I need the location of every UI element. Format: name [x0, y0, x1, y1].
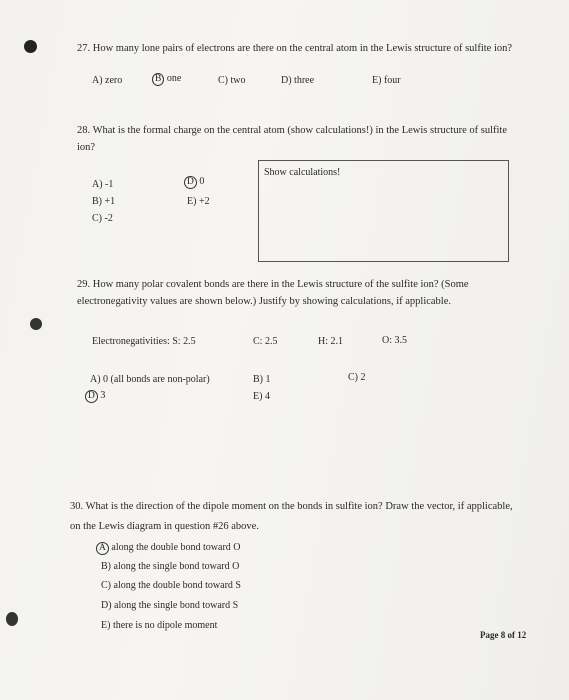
q28-choice-c[interactable]: C) -2 — [92, 213, 113, 224]
q30-choice-c[interactable]: C) along the double bond toward S — [101, 580, 241, 591]
q30-choice-a[interactable]: A along the double bond toward O — [96, 542, 241, 555]
question-30-text: 30. What is the direction of the dipole moment on the bonds in sulfite ion? Draw the vector, if applicable, on the Lewis diagram in question #26 above. — [70, 501, 513, 532]
q27-choice-d[interactable]: D) three — [281, 75, 315, 86]
q28-choice-d[interactable]: D 0 — [184, 176, 204, 189]
q29-choice-d[interactable]: D 3 — [85, 390, 105, 403]
show-calculations-label: Show calculations! — [264, 167, 341, 178]
binder-hole-middle — [30, 318, 42, 330]
electronegativity-label: Electronegativities: S: 2.5 — [92, 336, 196, 347]
binder-hole-top — [24, 40, 37, 53]
circled-answer-mark: D — [184, 176, 197, 189]
electronegativity-c: C: 2.5 — [253, 336, 278, 347]
electronegativity-h: H: 2.1 — [318, 336, 343, 347]
page-number: Page 8 of 12 — [480, 630, 527, 640]
q29-choice-c[interactable]: C) 2 — [348, 372, 366, 383]
circled-answer-mark: D — [85, 390, 98, 403]
q29-choice-e[interactable]: E) 4 — [253, 391, 270, 402]
question-27-text: 27. How many lone pairs of electrons are there on the central atom in the Lewis structure of sulfite ion? — [77, 43, 513, 54]
q30-choice-e[interactable]: E) there is no dipole moment — [101, 620, 218, 631]
binder-hole-bottom — [6, 612, 18, 626]
circled-answer-mark: B — [152, 73, 164, 86]
circled-answer-mark: A — [96, 542, 109, 555]
q29-choice-b[interactable]: B) 1 — [253, 374, 271, 385]
q30-choice-b[interactable]: B) along the single bond toward O — [101, 561, 240, 572]
q28-choice-e[interactable]: E) +2 — [187, 196, 210, 207]
q30-choice-d[interactable]: D) along the single bond toward S — [101, 600, 239, 611]
q27-choice-c[interactable]: C) two — [218, 75, 246, 86]
q28-choice-b[interactable]: B) +1 — [92, 196, 116, 207]
q27-choice-b[interactable]: B one — [152, 73, 181, 86]
q28-choice-a[interactable]: A) -1 — [92, 179, 114, 190]
electronegativity-o: O: 3.5 — [382, 335, 407, 346]
question-29-text: 29. How many polar covalent bonds are there in the Lewis structure of the sulfite ion? (Some electronegativity values are shown below.) Justify by showing calculations, if applicable. — [77, 279, 469, 307]
q29-choice-a[interactable]: A) 0 (all bonds are non-polar) — [90, 374, 210, 385]
q27-choice-a[interactable]: A) zero — [92, 75, 123, 86]
q27-choice-e[interactable]: E) four — [372, 75, 401, 86]
show-calculations-box[interactable] — [258, 160, 509, 262]
question-28-text: 28. What is the formal charge on the central atom (show calculations!) in the Lewis structure of sulfite ion? — [77, 125, 507, 153]
